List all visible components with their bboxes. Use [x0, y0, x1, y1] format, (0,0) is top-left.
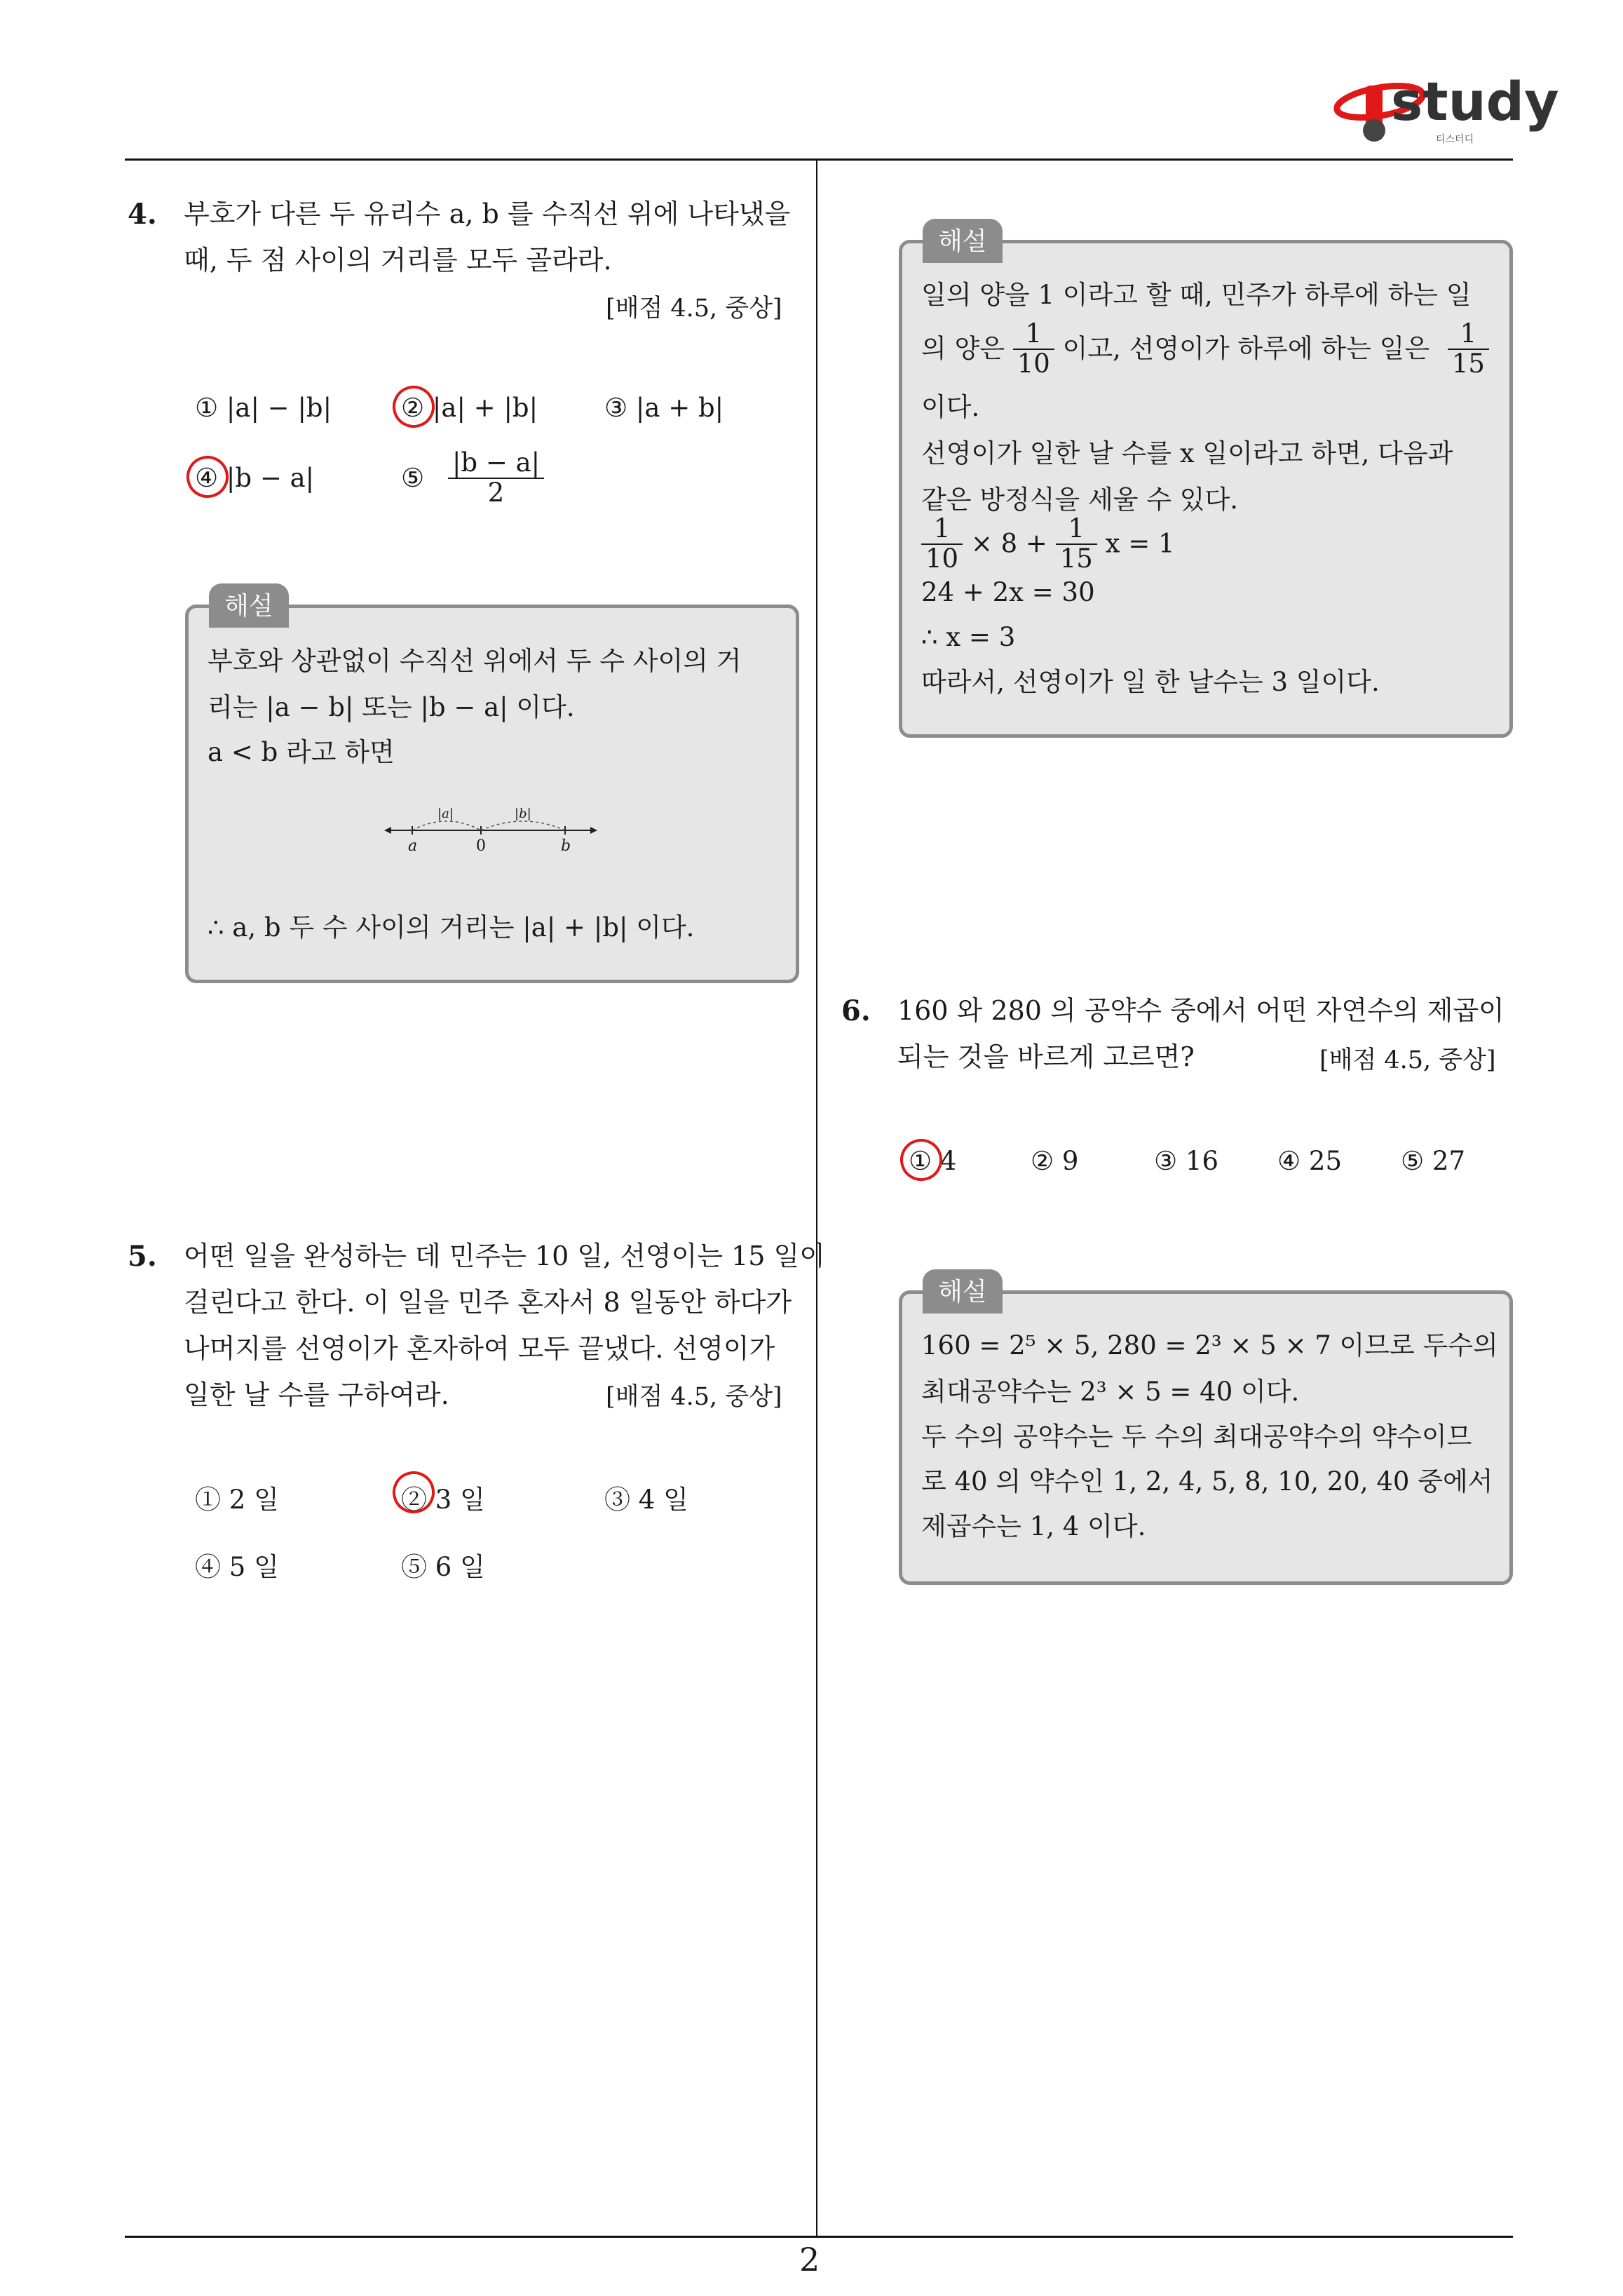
q5-eq-middle: × 8 + — [970, 528, 1047, 559]
q4-option-4[interactable]: ④ |b − a| — [195, 463, 315, 493]
number-line-diagram — [384, 806, 609, 842]
q4-sol-line2: 리는 |a − b| 또는 |b − a| 이다. — [208, 692, 575, 722]
q5-sol-line2-start: 의 양은 — [921, 333, 1005, 364]
q6-sol-line2: 최대공약수는 2³ × 5 = 40 이다. — [921, 1377, 1300, 1407]
q5-sol-frac2-den: 15 — [1451, 348, 1485, 379]
question-4-score: [배점 4.5, 중상] — [606, 295, 782, 323]
q5-option-4[interactable]: ④ 5 일 — [195, 1552, 279, 1582]
question-5-line3: 나머지를 선영이가 혼자하여 모두 끝냈다. 선영이가 — [184, 1333, 775, 1364]
q4-option-2[interactable]: ② |a| + |b| — [401, 393, 538, 423]
question-4-line2: 때, 두 점 사이의 거리를 모두 골라라. — [184, 245, 612, 276]
q5-eq-frac1-num: 1 — [921, 515, 963, 545]
footer-rule — [125, 2236, 1513, 2238]
question-6-line1: 160 와 280 의 공약수 중에서 어떤 자연수의 제곱이 — [897, 995, 1505, 1026]
q5-sol-frac1 — [1013, 320, 1054, 378]
q5-sol-frac2 — [1448, 320, 1489, 378]
q6-option-2[interactable]: ② 9 — [1031, 1146, 1079, 1176]
question-6-line2: 되는 것을 바르게 고르면? — [897, 1041, 1195, 1072]
q6-sol-line1: 160 = 2⁵ × 5, 280 = 2³ × 5 × 7 이므로 두수의 — [921, 1330, 1498, 1360]
q5-sol-line8: ∴ x = 3 — [921, 622, 1016, 652]
number-line-abs-b: |b| — [515, 806, 531, 821]
q5-sol-line4: 선영이가 일한 날 수를 x 일이라고 하면, 다음과 — [921, 438, 1453, 468]
q4-option-3[interactable]: ③ |a + b| — [604, 393, 724, 423]
question-4-line1: 부호가 다른 두 유리수 a, b 를 수직선 위에 나타냈을 — [184, 198, 791, 229]
column-divider — [816, 158, 817, 2236]
question-5-line1: 어떤 일을 완성하는 데 민주는 10 일, 선영이는 15 일이 — [184, 1241, 825, 1271]
q5-option-2[interactable]: ② 3 일 — [401, 1485, 485, 1515]
q5-eq-frac2 — [1056, 515, 1097, 573]
q5-sol-frac1-num: 1 — [1013, 320, 1054, 350]
q5-sol-line9: 따라서, 선영이가 일 한 날수는 3 일이다. — [921, 667, 1380, 697]
number-line-abs-a: |a| — [437, 806, 454, 821]
q5-sol-equation — [921, 515, 1175, 573]
number-line-label-0: 0 — [476, 837, 486, 855]
number-line-label-b: b — [561, 837, 571, 855]
q4-option-5-marker: ⑤ — [401, 463, 425, 494]
q4-option-5-fraction — [448, 449, 544, 507]
q5-option-1[interactable]: ① 2 일 — [195, 1485, 279, 1515]
q6-sol-line4: 로 40 의 약수인 1, 2, 4, 5, 8, 10, 20, 40 중에서 — [921, 1466, 1493, 1497]
q5-eq-frac2-num: 1 — [1056, 515, 1097, 545]
brand-logo — [1331, 70, 1559, 147]
q5-eq-frac1 — [921, 515, 963, 573]
question-6-score: [배점 4.5, 중상] — [1319, 1046, 1496, 1074]
q6-sol-line3: 두 수의 공약수는 두 수의 최대공약수의 약수이므 — [921, 1422, 1472, 1452]
q5-eq-frac2-den: 15 — [1059, 543, 1093, 574]
logo-text: study — [1391, 70, 1559, 133]
q4-option-5-numerator: |b − a| — [448, 449, 544, 479]
q5-sol-frac1-den: 10 — [1017, 348, 1050, 379]
q5-sol-line7: 24 + 2x = 30 — [921, 577, 1095, 607]
q5-sol-line2-middle: 이고, 선영이가 하루에 하는 일은 — [1062, 333, 1430, 364]
logo-subtext: 티스터디 — [1436, 134, 1474, 145]
q5-eq-frac1-den: 10 — [925, 543, 959, 574]
answer-mark-q6-1 — [895, 1133, 948, 1187]
answer-mark-q4-2 — [387, 380, 440, 433]
q6-sol-line5: 제곱수는 1, 4 이다. — [921, 1511, 1146, 1541]
q6-option-1[interactable]: ① 4 — [909, 1146, 957, 1176]
q4-sol-line1: 부호와 상관없이 수직선 위에서 두 수 사이의 거 — [208, 646, 742, 676]
q4-option-5[interactable] — [401, 449, 544, 507]
q4-option-5-denominator: 2 — [487, 477, 505, 508]
q4-solution-tag: 해설 — [209, 583, 289, 628]
q6-solution-tag: 해설 — [923, 1269, 1003, 1314]
number-line-figure — [384, 806, 609, 863]
answer-mark-q4-4 — [181, 450, 234, 504]
q5-sol-line1: 일의 양을 1 이라고 할 때, 민주가 하루에 하는 일 — [921, 280, 1472, 310]
q5-sol-frac2-num: 1 — [1448, 320, 1489, 350]
q6-option-3[interactable]: ③ 16 — [1154, 1146, 1219, 1176]
q4-sol-line3: a < b 라고 하면 — [208, 737, 395, 767]
q6-option-5[interactable]: ⑤ 27 — [1401, 1146, 1466, 1176]
q4-option-1[interactable]: ① |a| − |b| — [195, 393, 332, 423]
q5-option-5[interactable]: ⑤ 6 일 — [401, 1552, 485, 1582]
page-number: 2 — [799, 2241, 820, 2278]
question-5-score: [배점 4.5, 중상] — [606, 1383, 782, 1411]
question-5-line4: 일한 날 수를 구하여라. — [184, 1379, 449, 1410]
number-line-label-a: a — [408, 837, 418, 855]
q5-sol-line2 — [921, 320, 1489, 378]
q5-solution-tag: 해설 — [923, 219, 1003, 263]
question-6-number: 6. — [841, 994, 871, 1027]
q4-sol-line4: ∴ a, b 두 수 사이의 거리는 |a| + |b| 이다. — [208, 912, 695, 943]
q6-option-4[interactable]: ④ 25 — [1277, 1146, 1343, 1176]
question-5-line2: 걸린다고 한다. 이 일을 민주 혼자서 8 일동안 하다가 — [184, 1287, 792, 1318]
question-4-number: 4. — [128, 198, 157, 231]
header-rule — [125, 158, 1513, 161]
q5-sol-line5: 같은 방정식을 세울 수 있다. — [921, 485, 1238, 515]
q5-eq-end: x = 1 — [1105, 528, 1175, 559]
question-5-number: 5. — [128, 1240, 157, 1273]
q5-sol-line3: 이다. — [921, 392, 980, 422]
q5-option-3[interactable]: ③ 4 일 — [604, 1485, 688, 1515]
